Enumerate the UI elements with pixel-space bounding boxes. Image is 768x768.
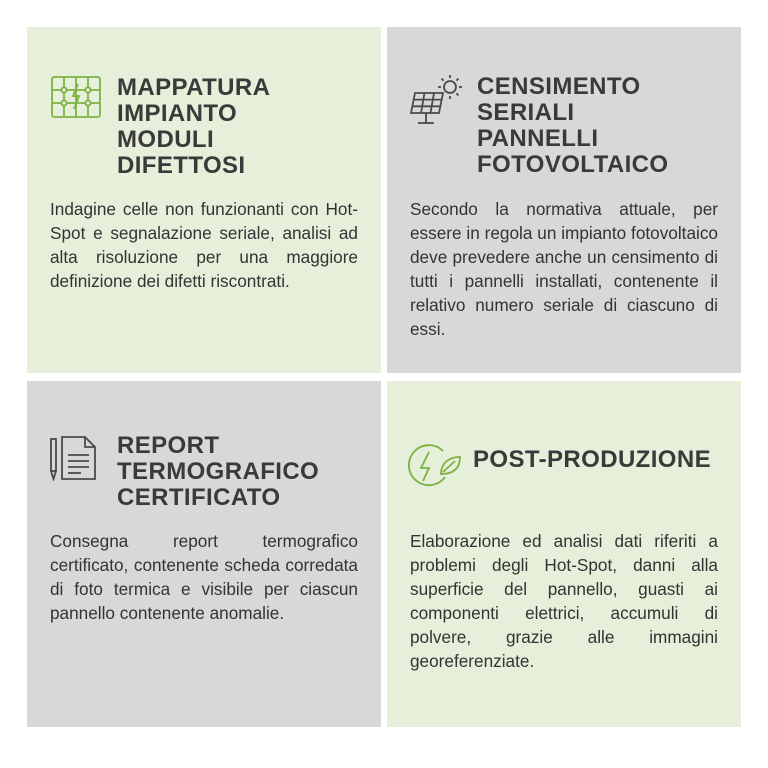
card-title	[473, 447, 711, 473]
card-censimento	[387, 27, 741, 373]
title-line: PANNELLI	[477, 125, 599, 152]
solar-grid-icon	[49, 74, 103, 120]
card-mappatura	[27, 27, 381, 373]
title-line: IMPIANTO	[117, 100, 238, 127]
title-line: POST-PRODUZIONE	[473, 446, 712, 473]
card-description: Indagine celle non funzionanti con Hot-Spot e segnalazione seriale, analisi ad alta risoluzione per una maggiore definizione dei difetti riscontrati.	[50, 199, 358, 291]
title-line: REPORT	[117, 432, 220, 459]
title-line: CERTIFICATO	[117, 484, 281, 511]
document-pen-icon	[49, 435, 99, 481]
card-report	[27, 381, 381, 727]
card-description: Consegna report termografico certificato, contenente scheda corredata di foto termica e visibile per ciascun pannello contenente anomalie.	[50, 531, 358, 623]
card-title	[117, 75, 270, 179]
card-description: Secondo la normativa attuale, per essere in regola un impianto fotovoltaico deve prevedere anche un censimento di tutti i pannelli installati, contenente il relativo numero seriale di ciascuno di essi.	[410, 199, 718, 339]
card-description: Elaborazione ed analisi dati riferiti a problemi degli Hot-Spot, danni alla superficie del pannello, guasti ai componenti elettrici, accumuli di polvere, grazie alle immagini georeferenziate.	[410, 531, 718, 671]
title-line: MAPPATURA	[117, 74, 271, 101]
solar-panel-sun-icon	[409, 73, 465, 129]
title-line: MODULI	[117, 126, 215, 153]
title-line: TERMOGRAFICO	[117, 458, 320, 485]
title-line: SERIALI	[477, 99, 575, 126]
card-title	[117, 433, 319, 511]
card-title	[477, 74, 668, 178]
title-line: DIFETTOSI	[117, 152, 246, 179]
card-post-produzione	[387, 381, 741, 727]
title-line: CENSIMENTO	[477, 73, 641, 100]
title-line: FOTOVOLTAICO	[477, 151, 669, 178]
eco-energy-icon	[405, 443, 463, 489]
